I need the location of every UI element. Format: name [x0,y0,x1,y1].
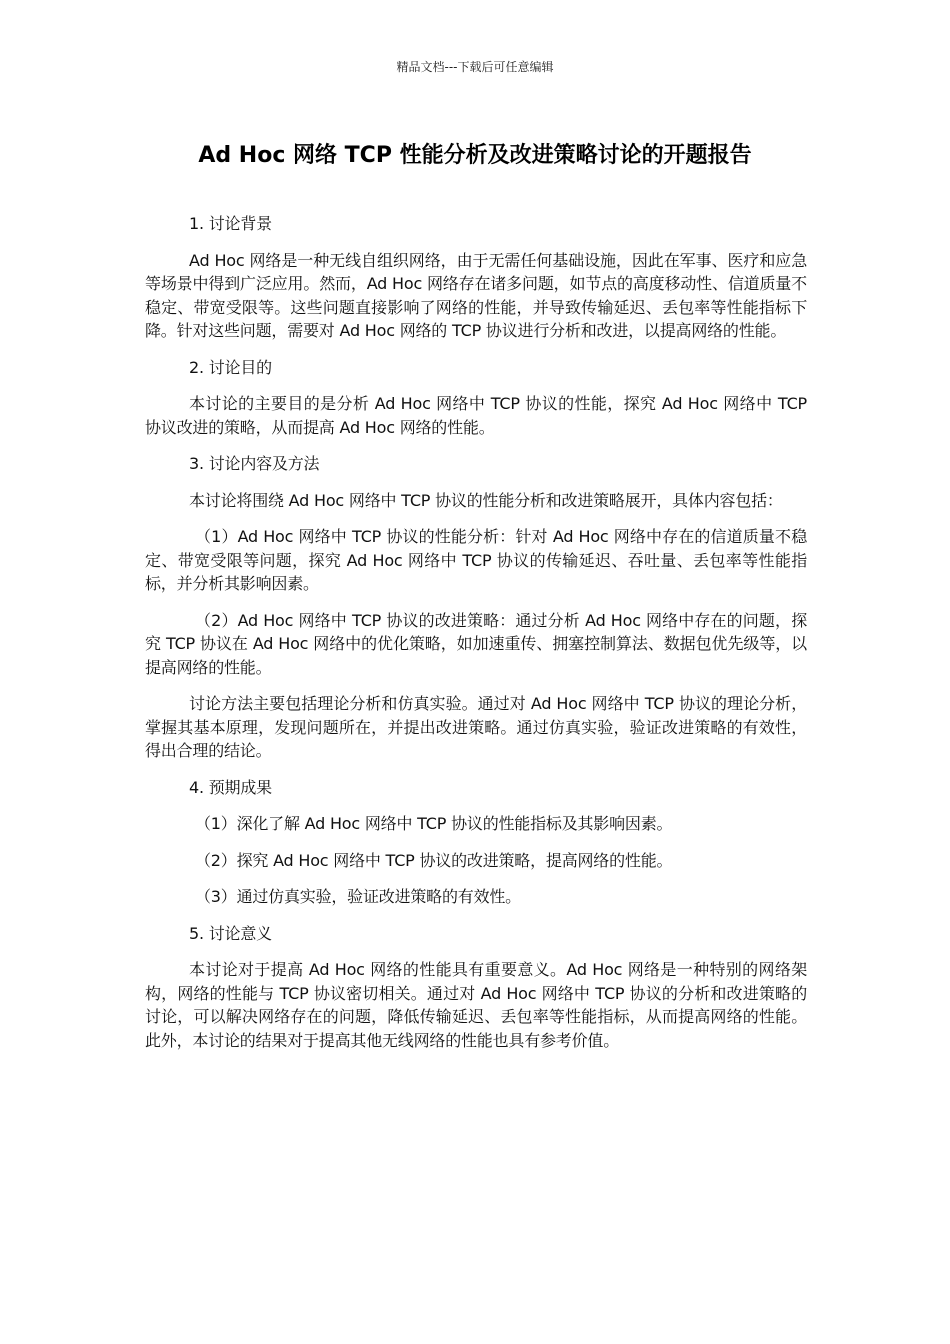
expected-result-item-1: （1）深化了解 Ad Hoc 网络中 TCP 协议的性能指标及其影响因素。 [195,814,673,833]
method-paragraph: 讨论方法主要包括理论分析和仿真实验。通过对 Ad Hoc 网络中 TCP 协议的理论分析，掌握其基本原理，发现问题所在，并提出改进策略。通过仿真实验，验证改进策略的有效性，得出合理的结论。 [145,694,807,760]
content-intro-paragraph: 本讨论将围绕 Ad Hoc 网络中 TCP 协议的性能分析和改进策略展开，具体内容包括： [189,490,783,510]
content-item-performance-analysis: （1）Ad Hoc 网络中 TCP 协议的性能分析：针对 Ad Hoc 网络中存在的信道质量不稳定、带宽受限等问题，探究 Ad Hoc 网络中 TCP 协议的传输延迟、吞吐量、丢包率等性能指标，并分析其影响因素。 [145,527,807,593]
section-heading-expected-results: 4. 预期成果 [189,777,272,797]
expected-result-item-2: （2）探究 Ad Hoc 网络中 TCP 协议的改进策略，提高网络的性能。 [195,850,673,870]
section-heading-content-method: 3. 讨论内容及方法 [189,454,320,473]
page-header: 精品文档---下载后可任意编辑 [396,60,554,74]
purpose-paragraph: 本讨论的主要目的是分析 Ad Hoc 网络中 TCP 协议的性能，探究 Ad Hoc 网络中 TCP 协议改进的策略，从而提高 Ad Hoc 网络的性能。 [145,394,807,437]
section-heading-background: 1. 讨论背景 [189,214,272,233]
content-item-improvement-strategy: （2）Ad Hoc 网络中 TCP 协议的改进策略：通过分析 Ad Hoc 网络中存在的问题，探究 TCP 协议在 Ad Hoc 网络中的优化策略，如加速重传、拥塞控制算法、数据包优先级等，以提高网络的性能。 [145,610,807,677]
significance-paragraph: 本讨论对于提高 Ad Hoc 网络的性能具有重要意义。Ad Hoc 网络是一种特别的网络架构，网络的性能与 TCP 协议密切相关。通过对 Ad Hoc 网络中 TCP 协议的分析和改进策略的讨论，可以解决网络存在的问题，降低传输延迟、丢包率等性能指标，从而提高网络的性能。此外，本讨论的结果对于提高其他无线网络的性能也具有参考价值。 [145,960,807,1050]
background-paragraph: Ad Hoc 网络是一种无线自组织网络，由于无需任何基础设施，因此在军事、医疗和应急等场景中得到广泛应用。然而，Ad Hoc 网络存在诸多问题，如节点的高度移动性、信道质量不稳定、带宽受限等。这些问题直接影响了网络的性能，并导致传输延迟、丢包率等性能指标下降。针对这些问题，需要对 Ad Hoc 网络的 TCP 协议进行分析和改进，以提高网络的性能。 [145,250,807,340]
section-heading-purpose: 2. 讨论目的 [189,357,272,377]
section-heading-significance: 5. 讨论意义 [189,923,272,943]
document-title: Ad Hoc 网络 TCP 性能分析及改进策略讨论的开题报告 [198,143,752,168]
document-body [145,212,807,1065]
expected-result-item-3: （3）通过仿真实验，验证改进策略的有效性。 [195,887,521,906]
